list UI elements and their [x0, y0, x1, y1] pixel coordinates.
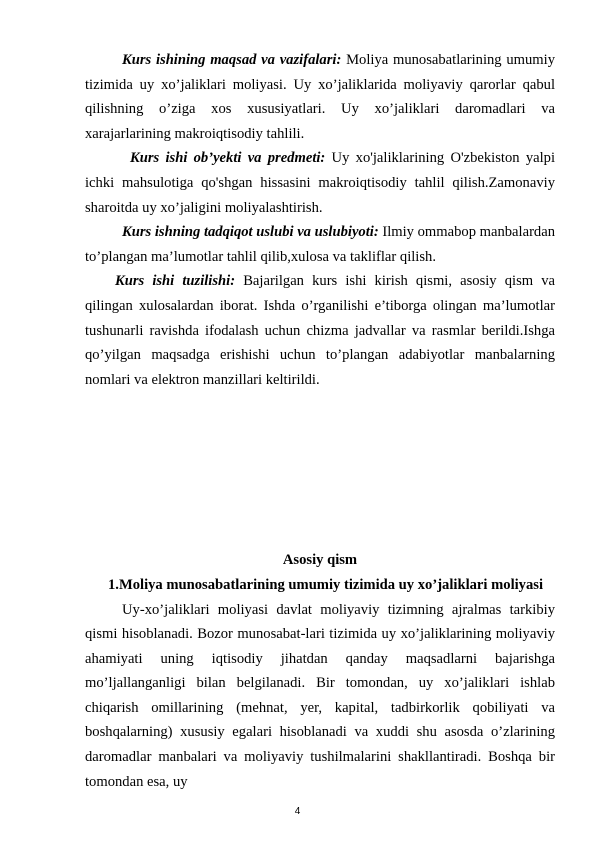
goals-paragraph — [85, 48, 555, 146]
section-title: Asosiy qism — [282, 552, 358, 569]
object-lead: Kurs ishi ob’yekti va predmeti: — [130, 150, 326, 167]
section-body-paragraph: Uy-xo’jaliklari moliyasi davlat moliyaviy tizimning ajralmas tarkibiy qismi hisoblanadi. Bozor munosabat-lari tizimida uy xo’jaliklarining moliyaviy ahamiyati uning iqtisodiy jihatdan qanday maqsadlarni bajarishga mo’ljallanganligi bilan belgilanadi. Bir tomondan, uy xo’jaliklari ishlab chiqarish omillarining (mehnat, yer, kapital, tadbirkorlik qobiliyati va boshqalarning) xususiy egalari hisoblanadi va xuddi shu asosda o’zlarining daromadlar manbalari va moliyaviy tushilmalarini shakllantiradi. Boshqa bir tomondan esa, uy — [85, 601, 555, 790]
structure-lead: Kurs ishi tuzilishi: — [115, 273, 236, 290]
blank-space — [85, 392, 555, 548]
structure-text: Bajarilgan kurs ishi kirish qismi, asosiy qism va qilingan xulosalardan iborat. Ishda o’rganilishi e’tiborga olingan ma’lumotlar tushunarli ravishda ifodalash uchun chizma jadvallar va rasmlar berildi.Ishga qo’yilgan maqsadga erishishi uchun to’plangan adabiyotlar manbalarning nomlari va elektron manzillari keltirildi. — [85, 273, 555, 388]
method-paragraph — [85, 220, 555, 269]
document-page — [85, 48, 555, 794]
goals-lead: Kurs ishining maqsad va vazifalari: — [122, 52, 342, 68]
object-paragraph — [85, 146, 555, 220]
structure-paragraph — [85, 269, 555, 392]
section-subtitle: 1.Moliya munosabatlarining umumiy tizimida uy xo’jaliklari moliyasi — [108, 576, 544, 593]
goals-text: Moliya munosabatlarining umumiy tizimida uy xo’jaliklari moliyasi. Uy xo’jaliklarida moliyaviy qarorlar qabul qilishning o’ziga xos xususiyatlari. Uy xo’jaliklari daromadlari va xarajarlarining makroiqtisodiy tahlili. — [85, 52, 555, 142]
method-lead: Kurs ishning tadqiqot uslubi va uslubiyoti: — [122, 224, 379, 241]
method-text: Ilmiy ommabop manbalardan to’plangan ma’lumotlar tahlil qilib,xulosa va takliflar qilish. — [85, 224, 555, 265]
object-text: Uy xo'jaliklarining O'zbekiston yalpi ichki mahsulotiga qo'shgan hissasini makroiqtisodiy tahlil qilish.Zamonaviy sharoitda uy xo’jaligini moliyalashtirish. — [85, 150, 555, 216]
page-number: 4 — [294, 806, 301, 817]
